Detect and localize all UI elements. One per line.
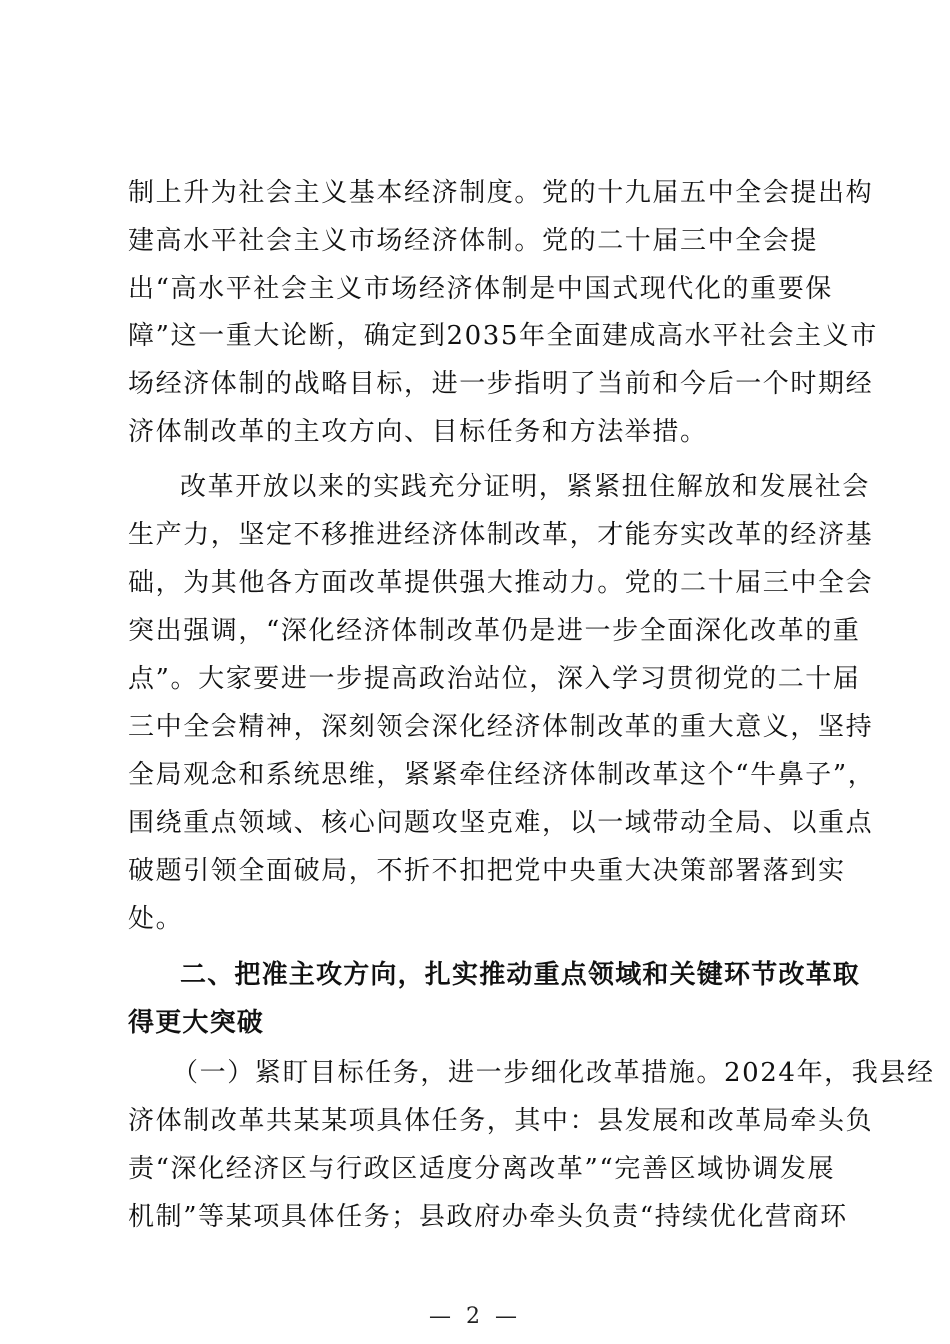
text-line: 围绕重点领域、核心问题攻坚克难，以一域带动全局、以重点: [128, 808, 874, 838]
text-line: 建高水平社会主义市场经济体制。党的二十届三中全会提: [128, 226, 819, 256]
text-line: 机制”等某项具体任务；县政府办牵头负责“持续优化营商环: [128, 1202, 848, 1232]
text-line: （一）紧盯目标任务，进一步细化改革措施。2024年，我县经: [172, 1058, 935, 1088]
text-line: 三中全会精神，深刻领会深化经济体制改革的重大意义，坚持: [128, 712, 874, 742]
heading-line: 二、把准主攻方向，扎实推动重点领域和关键环节改革取: [180, 960, 861, 990]
text-line: 济体制改革共某某项具体任务，其中：县发展和改革局牵头负: [128, 1106, 874, 1136]
text-line: 济体制改革的主攻方向、目标任务和方法举措。: [128, 417, 708, 447]
text-line: 础，为其他各方面改革提供强大推动力。党的二十届三中全会: [128, 568, 874, 598]
page-number: — 2 —: [429, 1304, 521, 1329]
text-line: 场经济体制的战略目标，进一步指明了当前和今后一个时期经: [128, 369, 874, 399]
text-line: 改革开放以来的实践充分证明，紧紧扭住解放和发展社会: [180, 472, 871, 502]
text-line: 生产力，坚定不移推进经济体制改革，才能夯实改革的经济基: [128, 520, 874, 550]
text-line: 障”这一重大论断，确定到2035年全面建成高水平社会主义市: [128, 321, 878, 351]
text-line: 突出强调，“深化经济体制改革仍是进一步全面深化改革的重: [128, 616, 861, 646]
text-line: 出“高水平社会主义市场经济体制是中国式现代化的重要保: [128, 274, 833, 304]
text-line: 破题引领全面破局，不折不扣把党中央重大决策部署落到实: [128, 856, 846, 886]
text-line: 全局观念和系统思维，紧紧牵住经济体制改革这个“牛鼻子”，: [128, 760, 876, 790]
heading-line: 得更大突破: [128, 1008, 265, 1038]
text-line: 责“深化经济区与行政区适度分离改革”“完善区域协调发展: [128, 1154, 836, 1184]
text-line: 处。: [128, 904, 184, 934]
text-line: 点”。大家要进一步提高政治站位，深入学习贯彻党的二十届: [128, 664, 861, 694]
text-line: 制上升为社会主义基本经济制度。党的十九届五中全会提出构: [128, 178, 874, 208]
